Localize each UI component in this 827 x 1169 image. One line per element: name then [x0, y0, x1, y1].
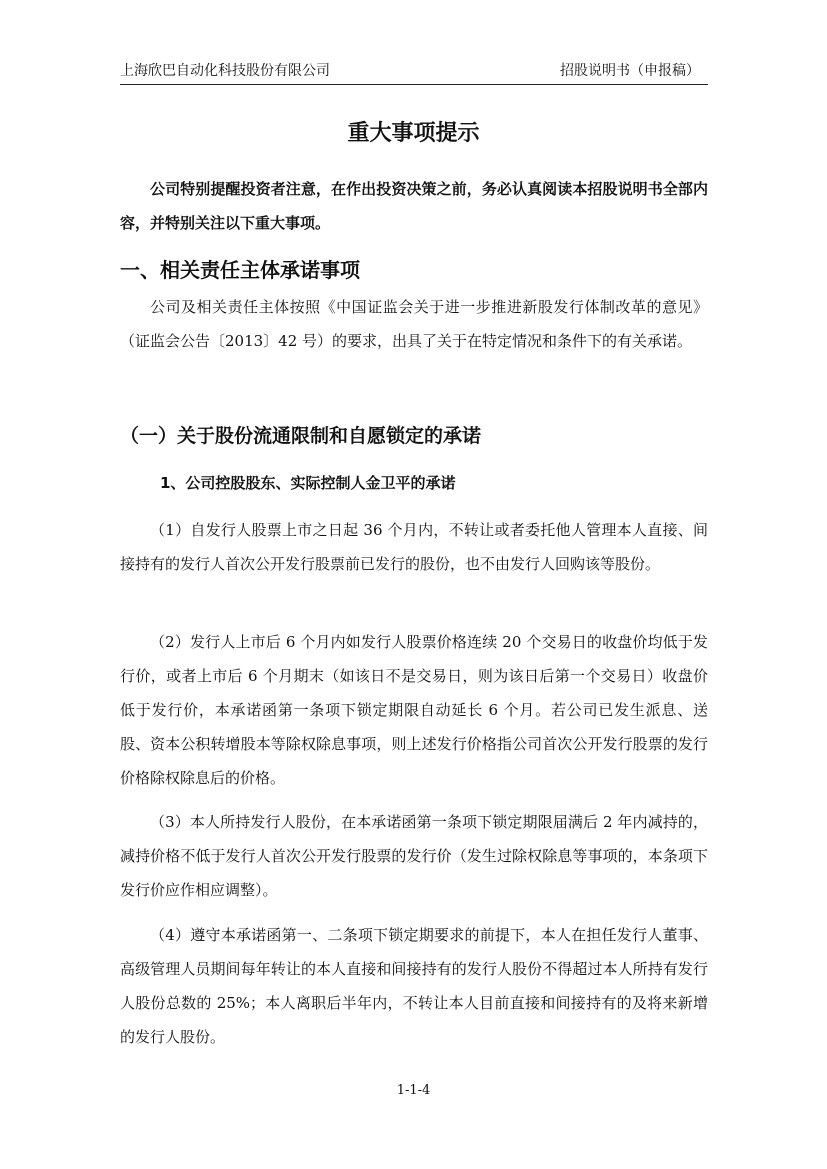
- header-document-type: 招股说明书（申报稿）: [560, 63, 700, 79]
- page-title: 重大事项提示: [347, 121, 480, 146]
- commitment-paragraph-4: （4）遵守本承诺函第一、二条项下锁定期要求的前提下，本人在担任发行人董事、高级管理人员期间每年转让的本人直接和间接持有的发行人股份不得超过本人所持有发行人股份总数的 25%；本人离职后半年内，不转让本人目前直接和间接持有的及将来新增的发行人股份。: [120, 926, 708, 1046]
- page-number: 1-1-4: [396, 1083, 431, 1098]
- commitment-paragraph-2: （2）发行人上市后 6 个月内如发行人股票价格连续 20 个交易日的收盘价均低于发行价，或者上市后 6 个月期末（如该日不是交易日，则为该日后第一个交易日）收盘价低于发行价，本承诺函第一条项下锁定期限自动延长 6 个月。若公司已发生派息、送股、资本公积转增股本等除权除息事项，则上述发行价格指公司首次公开发行股票的发行价格除权除息后的价格。: [120, 633, 708, 787]
- section-1-paragraph: 公司及相关责任主体按照《中国证监会关于进一步推进新股发行体制改革的意见》（证监会公告〔2013〕42 号）的要求，出具了关于在特定情况和条件下的有关承诺。: [120, 298, 708, 350]
- page-header: [120, 58, 708, 85]
- item-heading-1: 1、公司控股股东、实际控制人金卫平的承诺: [160, 474, 456, 492]
- subsection-heading-1: （一）关于股份流通限制和自愿锁定的承诺: [120, 425, 482, 447]
- header-company-name: 上海欣巴自动化科技股份有限公司: [120, 63, 330, 79]
- commitment-paragraph-1: （1）自发行人股票上市之日起 36 个月内，不转让或者委托他人管理本人直接、间接持有的发行人首次公开发行股票前已发行的股份，也不由发行人回购该等股份。: [120, 521, 708, 573]
- intro-notice: 公司特别提醒投资者注意，在作出投资决策之前，务必认真阅读本招股说明书全部内容，并特别关注以下重大事项。: [120, 180, 708, 232]
- section-heading-1: 一、相关责任主体承诺事项: [120, 258, 360, 282]
- commitment-paragraph-3: （3）本人所持发行人股份，在本承诺函第一条项下锁定期限届满后 2 年内减持的，减持价格不低于发行人首次公开发行股票的发行价（发生过除权除息等事项的，本条项下发行价应作相应调整）。: [120, 813, 708, 899]
